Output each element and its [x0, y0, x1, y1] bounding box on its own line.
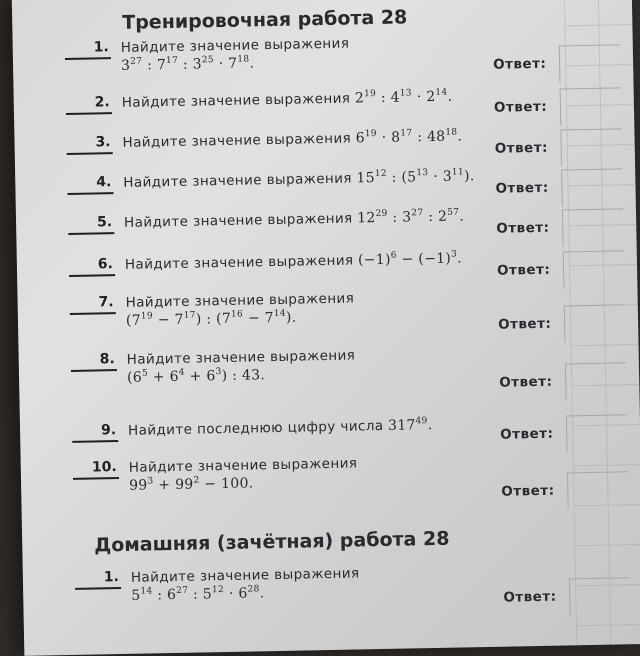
- expr-term: ) : (7: [195, 310, 232, 328]
- expr-term: .: [457, 128, 463, 145]
- task-number: 5.: [76, 214, 112, 231]
- exponent: 16: [230, 309, 244, 320]
- task-number: 3.: [74, 134, 110, 151]
- task-prompt: Найдите значение выражения: [121, 90, 351, 111]
- expr-term: : 7: [142, 57, 167, 74]
- exponent: 12: [374, 168, 387, 180]
- task-text: [125, 248, 545, 274]
- expr-term: (−1): [357, 251, 391, 269]
- exponent: 28: [247, 584, 260, 595]
- workbook-page: [12, 0, 640, 656]
- expr-term: : 3: [387, 209, 412, 226]
- expr-term: .: [249, 55, 255, 72]
- expr-term: − 7: [242, 310, 275, 327]
- exponent: 19: [140, 311, 154, 322]
- expr-term: : 2: [423, 208, 448, 226]
- task-prompt: Найдите значение выражения: [128, 455, 358, 476]
- expr-term: (6: [126, 369, 143, 386]
- expr-term: 99: [128, 477, 148, 494]
- expr-term: · 7: [213, 55, 238, 73]
- task-expression: [121, 55, 254, 74]
- expr-term: .: [447, 88, 453, 105]
- exponent: 12: [211, 585, 225, 596]
- task-number: 10.: [81, 459, 117, 476]
- task-text: [124, 206, 544, 232]
- task-expression: [355, 89, 453, 107]
- answer-field[interactable]: [560, 128, 622, 166]
- task-text: [125, 286, 546, 330]
- expr-term: 5: [131, 587, 141, 604]
- task-expression: [127, 367, 265, 386]
- task-number: 8.: [79, 351, 115, 368]
- exponent: 27: [411, 208, 424, 219]
- exponent: 14: [140, 586, 153, 597]
- expr-term: : (5: [386, 169, 417, 186]
- exponent: 18: [445, 127, 458, 138]
- answer-label: Ответ:: [494, 139, 549, 157]
- answer-field[interactable]: [560, 87, 622, 125]
- task-number: 9.: [80, 422, 116, 439]
- expr-term: .: [456, 250, 463, 267]
- task-expression: [129, 475, 254, 493]
- task-text: [122, 86, 542, 112]
- exponent: 17: [400, 128, 413, 139]
- task-expression: [126, 310, 297, 329]
- expr-term: ) : 43.: [221, 367, 266, 385]
- answer-label: Ответ:: [501, 482, 555, 500]
- expr-term: 2: [354, 90, 365, 107]
- task-expression: [388, 417, 433, 434]
- answer-label: Ответ:: [496, 219, 550, 237]
- exponent: 6: [390, 250, 397, 261]
- expr-term: + 6: [147, 368, 179, 386]
- task-text: [129, 451, 550, 495]
- exponent: 14: [435, 87, 448, 98]
- task-expression: [356, 168, 474, 186]
- expr-term: ).: [463, 168, 475, 185]
- expr-term: − (−1): [396, 250, 452, 268]
- task-prompt: Найдите последнюю цифру числа: [127, 417, 384, 439]
- task-number: 7.: [77, 294, 113, 311]
- task-prompt: Найдите значение выражения: [124, 252, 354, 273]
- expr-term: : 48: [412, 128, 446, 146]
- expr-term: · 2: [411, 88, 436, 106]
- answer-field[interactable]: [561, 168, 623, 206]
- answer-field[interactable]: [564, 304, 626, 342]
- task-text: [121, 31, 542, 75]
- expr-term: 15: [356, 170, 376, 187]
- task-text: [123, 166, 543, 192]
- task-prompt: Найдите значение выражения: [123, 170, 353, 191]
- expr-term: + 99: [153, 476, 194, 494]
- answer-field[interactable]: [565, 362, 627, 400]
- task-expression: [358, 250, 462, 268]
- task-prompt: Найдите значение выражения: [123, 210, 353, 231]
- answer-field[interactable]: [569, 577, 631, 615]
- expr-term: 12: [357, 210, 376, 227]
- exponent: 49: [415, 416, 428, 427]
- exponent: 13: [416, 168, 429, 179]
- exponent: 19: [363, 89, 377, 100]
- exponent: 5: [141, 368, 149, 379]
- task-prompt: Найдите значение выражения: [130, 565, 360, 586]
- answer-field[interactable]: [567, 471, 629, 509]
- task-number: 2.: [74, 94, 110, 111]
- exponent: 18: [237, 54, 250, 65]
- answer-field[interactable]: [563, 250, 625, 288]
- expr-term: .: [459, 208, 465, 225]
- task-number: 6.: [77, 256, 113, 273]
- expr-term: − 7: [152, 311, 184, 329]
- task-expression: [357, 208, 464, 226]
- expr-term: ).: [285, 309, 297, 326]
- answer-field[interactable]: [566, 414, 628, 452]
- task-number: 4.: [75, 174, 111, 191]
- section-title-training: Тренировочная работа 28: [122, 6, 408, 34]
- expr-term: + 6: [184, 368, 216, 385]
- task-expression: [131, 585, 264, 604]
- answer-label: Ответ:: [496, 261, 551, 279]
- answer-label: Ответ:: [493, 98, 548, 116]
- task-text: [131, 561, 552, 605]
- task-number: 1.: [73, 39, 109, 56]
- exponent: 14: [273, 308, 286, 320]
- answer-field[interactable]: [559, 44, 621, 82]
- task-prompt: Найдите значение выражения: [125, 290, 355, 311]
- exponent: 57: [447, 207, 460, 218]
- exponent: 27: [130, 56, 143, 67]
- exponent: 19: [364, 129, 377, 140]
- task-prompt: Найдите значение выражения: [122, 130, 352, 151]
- expr-term: : 5: [188, 586, 213, 603]
- expr-term: 317: [387, 417, 416, 434]
- exponent: 11: [451, 167, 465, 178]
- exponent: 3: [215, 367, 222, 378]
- answer-label: Ответ:: [497, 315, 552, 333]
- expr-term: .: [259, 585, 265, 602]
- task-expression: [356, 128, 463, 146]
- expr-term: · 6: [223, 585, 248, 603]
- expr-term: 3: [120, 57, 131, 74]
- expr-term: · 3: [428, 168, 453, 186]
- answer-field[interactable]: [562, 208, 624, 246]
- expr-term: · 8: [376, 129, 401, 147]
- exponent: 3: [147, 476, 154, 487]
- expr-term: : 3: [177, 56, 203, 73]
- expr-term: 6: [355, 130, 366, 147]
- task-number: 1.: [83, 569, 119, 586]
- exponent: 2: [193, 475, 200, 486]
- answer-label: Ответ:: [492, 55, 547, 73]
- task-text: [127, 343, 548, 387]
- expr-term: (7: [125, 312, 142, 329]
- exponent: 29: [375, 208, 388, 220]
- exponent: 25: [201, 55, 214, 66]
- exponent: 3: [450, 249, 458, 260]
- exponent: 27: [176, 585, 189, 596]
- expr-term: − 100.: [199, 475, 254, 493]
- expr-term: : 6: [152, 586, 177, 604]
- expr-term: : 4: [376, 89, 401, 107]
- answer-label: Ответ:: [499, 373, 553, 391]
- task-text: [128, 414, 548, 440]
- task-prompt: Найдите значение выражения: [120, 35, 350, 56]
- expr-term: .: [427, 417, 433, 434]
- exponent: 17: [183, 310, 196, 321]
- answer-label: Ответ:: [495, 179, 549, 197]
- answer-label: Ответ:: [500, 425, 554, 443]
- task-text: [122, 126, 542, 152]
- section-title-homework: Домашняя (зачётная) работа 28: [94, 527, 450, 557]
- exponent: 17: [165, 55, 179, 67]
- exponent: 13: [399, 88, 413, 99]
- answer-label: Ответ:: [503, 588, 557, 606]
- exponent: 4: [178, 367, 185, 378]
- task-prompt: Найдите значение выражения: [126, 347, 356, 368]
